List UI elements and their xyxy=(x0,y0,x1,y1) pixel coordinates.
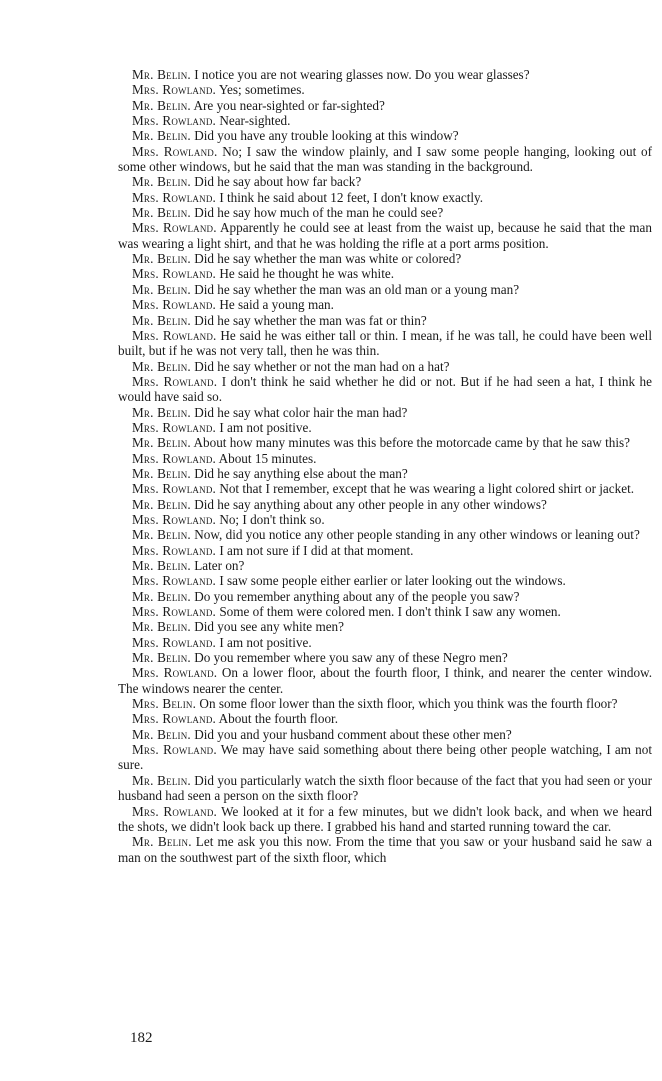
testimony-paragraph xyxy=(118,512,652,527)
testimony-paragraph xyxy=(118,82,652,97)
testimony-paragraph xyxy=(118,543,652,558)
testimony-text: I am not sure if I did at that moment. xyxy=(219,542,414,558)
speaker-name: Mrs. Rowland. xyxy=(132,634,217,650)
speaker-name: Mrs. Rowland. xyxy=(132,220,217,236)
speaker-name: Mr. Belin. xyxy=(132,834,192,850)
speaker-name: Mr. Belin. xyxy=(132,726,191,742)
speaker-name: Mrs. Rowland. xyxy=(132,143,218,159)
testimony-paragraph xyxy=(118,527,652,542)
testimony-paragraph xyxy=(118,635,652,650)
testimony-paragraph xyxy=(118,466,652,481)
testimony-text: Did you have any trouble looking at this window? xyxy=(194,128,459,144)
testimony-text: I am not positive. xyxy=(219,634,312,650)
testimony-paragraph xyxy=(118,604,652,619)
testimony-paragraph xyxy=(118,328,652,359)
testimony-text: He said he thought he was white. xyxy=(219,266,395,282)
testimony-text: No; I don't think so. xyxy=(219,511,325,527)
testimony-paragraph xyxy=(118,834,652,865)
testimony-text: We looked at it for a few minutes, but we didn't look back, and when we heard the shots, we didn't look back up there. I grabbed his hand and started running toward the car. xyxy=(118,803,652,834)
testimony-text: On some floor lower than the sixth floor, which you think was the fourth floor? xyxy=(199,696,618,712)
testimony-text: Apparently he could see at least from the waist up, because he said that the man was wearing a light shirt, and that he was holding the rifle at a port arms position. xyxy=(118,220,652,251)
speaker-name: Mrs. Belin. xyxy=(132,696,197,712)
testimony-text: About how many minutes was this before the motorcade came by that he saw this? xyxy=(193,435,631,451)
speaker-name: Mr. Belin. xyxy=(132,772,191,788)
testimony-text: Did he say whether the man was fat or thin? xyxy=(194,312,427,328)
speaker-name: Mr. Belin. xyxy=(132,251,191,267)
testimony-paragraph xyxy=(118,405,652,420)
testimony-paragraph xyxy=(118,190,652,205)
testimony-paragraph xyxy=(118,773,652,804)
speaker-name: Mrs. Rowland. xyxy=(132,665,218,681)
speaker-name: Mrs. Rowland. xyxy=(132,573,217,589)
speaker-name: Mr. Belin. xyxy=(132,558,191,573)
testimony-text: I saw some people either earlier or later looking out the windows. xyxy=(219,573,566,589)
speaker-name: Mrs. Rowland. xyxy=(132,266,217,282)
testimony-paragraph xyxy=(118,98,652,113)
speaker-name: Mr. Belin. xyxy=(132,312,191,328)
testimony-text: Did he say about how far back? xyxy=(194,174,362,190)
speaker-name: Mr. Belin. xyxy=(132,527,191,543)
testimony-paragraph xyxy=(118,742,652,773)
speaker-name: Mrs. Rowland. xyxy=(132,803,218,819)
speaker-name: Mrs. Rowland. xyxy=(132,419,217,435)
speaker-name: Mrs. Rowland. xyxy=(132,450,217,466)
testimony-text: About the fourth floor. xyxy=(218,711,338,727)
testimony-paragraph xyxy=(118,589,652,604)
testimony-text: Yes; sometimes. xyxy=(218,82,305,98)
testimony-paragraph xyxy=(118,113,652,128)
testimony-paragraph xyxy=(118,128,652,143)
testimony-paragraph xyxy=(118,497,652,512)
testimony-paragraph xyxy=(118,804,652,835)
speaker-name: Mr. Belin. xyxy=(132,281,191,297)
testimony-paragraph xyxy=(118,67,652,82)
testimony-text: Did he say anything about any other people in any other windows? xyxy=(194,496,547,512)
testimony-text: We may have said something about there being other people watching, I am not sure. xyxy=(118,742,652,773)
speaker-name: Mr. Belin. xyxy=(132,465,191,481)
speaker-name: Mrs. Rowland. xyxy=(132,373,218,389)
testimony-paragraph xyxy=(118,313,652,328)
testimony-text: Later on? xyxy=(194,558,245,573)
testimony-paragraph xyxy=(118,481,652,496)
testimony-paragraph xyxy=(118,174,652,189)
testimony-text: I think he said about 12 feet, I don't know exactly. xyxy=(219,189,484,205)
testimony-paragraph xyxy=(118,696,652,711)
testimony-paragraph xyxy=(118,420,652,435)
speaker-name: Mr. Belin. xyxy=(132,404,191,420)
speaker-name: Mrs. Rowland. xyxy=(132,542,217,558)
testimony-paragraph xyxy=(118,727,652,742)
testimony-paragraph xyxy=(118,282,652,297)
speaker-name: Mr. Belin. xyxy=(132,205,191,221)
testimony-text: Did he say what color hair the man had? xyxy=(194,404,408,420)
speaker-name: Mrs. Rowland. xyxy=(132,82,217,98)
speaker-name: Mr. Belin. xyxy=(132,67,191,82)
speaker-name: Mr. Belin. xyxy=(132,588,191,604)
testimony-paragraph xyxy=(118,359,652,374)
speaker-name: Mr. Belin. xyxy=(132,496,191,512)
transcript-body xyxy=(118,67,652,865)
testimony-paragraph xyxy=(118,435,652,450)
testimony-paragraph xyxy=(118,619,652,634)
speaker-name: Mrs. Rowland. xyxy=(132,327,217,343)
testimony-text: Did he say anything else about the man? xyxy=(194,465,408,481)
testimony-text: Let me ask you this now. From the time that you saw or your husband said he saw a man on the southwest part of the sixth floor, which xyxy=(118,834,652,865)
speaker-name: Mr. Belin. xyxy=(132,128,191,144)
testimony-text: Did he say whether or not the man had on a hat? xyxy=(194,358,450,374)
testimony-text: I don't think he said whether he did or not. But if he had seen a hat, I think he would have said so. xyxy=(118,373,653,405)
speaker-name: Mrs. Rowland. xyxy=(132,481,217,497)
testimony-text: Did you and your husband comment about these other men? xyxy=(194,726,512,742)
testimony-paragraph xyxy=(118,451,652,466)
testimony-text: Not that I remember, except that he was wearing a light colored shirt or jacket. xyxy=(219,481,635,497)
testimony-paragraph xyxy=(118,558,652,573)
speaker-name: Mrs. Rowland. xyxy=(132,742,217,758)
testimony-paragraph xyxy=(118,144,652,175)
testimony-text: He said a young man. xyxy=(219,297,334,313)
testimony-text: Did he say whether the man was white or colored? xyxy=(194,251,462,267)
testimony-paragraph xyxy=(118,665,652,696)
speaker-name: Mr. Belin. xyxy=(132,619,191,635)
testimony-text: Did you particularly watch the sixth floor because of the fact that you had seen or your husband had seen a person on the sixth floor? xyxy=(118,772,652,804)
testimony-paragraph xyxy=(118,650,652,665)
testimony-paragraph xyxy=(118,205,652,220)
testimony-paragraph xyxy=(118,711,652,726)
testimony-text: Near-sighted. xyxy=(219,113,291,129)
testimony-text: Did he say whether the man was an old man or a young man? xyxy=(194,281,520,297)
speaker-name: Mrs. Rowland. xyxy=(132,189,217,205)
speaker-name: Mr. Belin. xyxy=(132,97,191,113)
speaker-name: Mr. Belin. xyxy=(132,174,191,190)
testimony-text: I notice you are not wearing glasses now. Do you wear glasses? xyxy=(194,67,530,82)
speaker-name: Mr. Belin. xyxy=(132,358,191,374)
testimony-paragraph xyxy=(118,220,652,251)
testimony-text: Now, did you notice any other people standing in any other windows or leaning out? xyxy=(194,527,640,543)
testimony-text: Are you near-sighted or far-sighted? xyxy=(193,97,385,113)
testimony-text: Did he say how much of the man he could see? xyxy=(194,205,444,221)
testimony-text: Some of them were colored men. I don't think I saw any women. xyxy=(219,604,561,620)
testimony-paragraph xyxy=(118,297,652,312)
speaker-name: Mrs. Rowland. xyxy=(132,711,217,727)
testimony-text: Do you remember where you saw any of these Negro men? xyxy=(194,650,508,666)
testimony-text: Do you remember anything about any of the people you saw? xyxy=(194,588,520,604)
testimony-text: On a lower floor, about the fourth floor, I think, and nearer the center window. The windows nearer the center. xyxy=(118,665,653,696)
testimony-text: He said he was either tall or thin. I mean, if he was tall, he could have been well built, but if he was not very tall, then he was thin. xyxy=(118,327,653,359)
speaker-name: Mrs. Rowland. xyxy=(132,604,217,620)
speaker-name: Mrs. Rowland. xyxy=(132,511,217,527)
speaker-name: Mr. Belin. xyxy=(132,650,191,666)
page-number: 182 xyxy=(130,1030,153,1046)
testimony-text: Did you see any white men? xyxy=(194,619,345,635)
testimony-paragraph xyxy=(118,374,652,405)
testimony-text: About 15 minutes. xyxy=(218,450,317,466)
testimony-paragraph xyxy=(118,266,652,281)
speaker-name: Mrs. Rowland. xyxy=(132,297,217,313)
testimony-text: I am not positive. xyxy=(219,419,312,435)
testimony-paragraph xyxy=(118,573,652,588)
testimony-text: No; I saw the window plainly, and I saw some people hanging, looking out of some other windows, but he said that the man was standing in the background. xyxy=(118,143,653,175)
speaker-name: Mrs. Rowland. xyxy=(132,113,217,129)
testimony-paragraph xyxy=(118,251,652,266)
speaker-name: Mr. Belin. xyxy=(132,435,191,451)
